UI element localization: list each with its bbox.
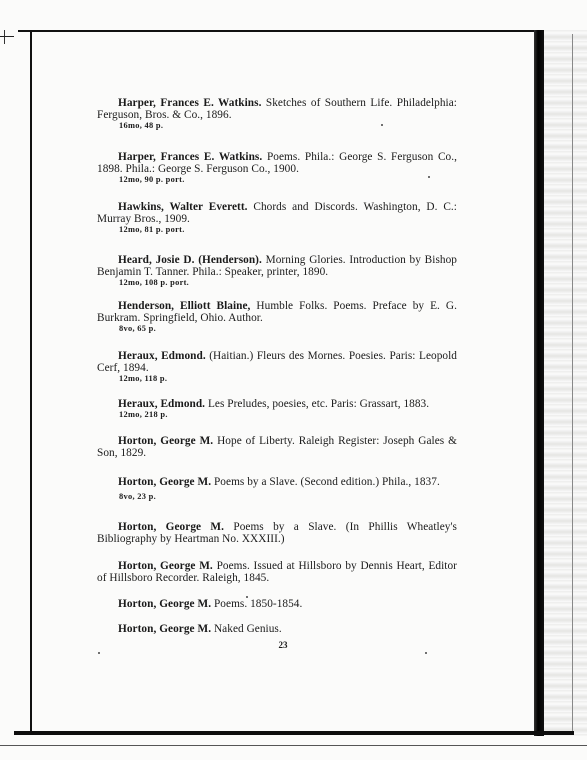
entry-format: 16mo, 48 p. [119, 121, 164, 130]
entry-details: Poems by a Slave. (In Phillis Wheatley's Bibliography by Heartman No. XXXIII.) [97, 521, 457, 545]
entry-format: 12mo, 90 p. port. [119, 175, 185, 184]
entry-text [97, 201, 457, 225]
bibliography-entry [97, 350, 457, 384]
bibliography-entry [97, 254, 457, 288]
entry-format: 12mo, 81 p. port. [119, 225, 185, 234]
bibliography-entry [97, 560, 457, 584]
frame-left-border [30, 30, 32, 735]
bibliography-entry [97, 398, 457, 420]
bibliography-entry [97, 435, 457, 459]
frame-right-edge-noise [544, 30, 587, 736]
bibliography-entry [97, 476, 457, 502]
entry-text [97, 435, 457, 459]
scan-speck [425, 652, 427, 654]
entry-format: 8vo, 23 p. [119, 492, 156, 501]
entry-text [97, 598, 457, 610]
frame-left-tick [0, 36, 14, 37]
entry-format: 12mo, 218 p. [119, 410, 168, 419]
entry-author: Horton, George M. [118, 623, 212, 635]
entry-author: Horton, George M. [118, 598, 212, 610]
frame-top-border [18, 30, 543, 32]
entry-author: Heraux, Edmond. [118, 398, 206, 410]
page-number: 23 [278, 640, 288, 650]
bibliography-entry [97, 521, 457, 545]
entry-format: 12mo, 108 p. port. [119, 278, 190, 287]
entry-author: Horton, George M. [118, 476, 212, 488]
entry-format: 8vo, 65 p. [119, 324, 156, 333]
entry-text [97, 476, 457, 488]
entry-text [97, 300, 457, 324]
bibliography-entry [97, 623, 457, 635]
entry-details: Poems. Phila.: George S. Ferguson Co., 1898. Phila.: George S. Ferguson Co., 1900. [97, 151, 458, 175]
bibliography-entry [97, 151, 457, 185]
frame-right-edge-line [572, 34, 573, 734]
entry-text [97, 623, 457, 635]
scan-speck [98, 652, 100, 654]
entry-details: Poems. Issued at Hillsboro by Dennis Heart, Editor of Hillsboro Recorder. Raleigh, 1845. [97, 560, 457, 584]
entry-author: Horton, George M. [118, 435, 214, 447]
entry-author: Henderson, Elliott Blaine, [118, 300, 251, 312]
entry-text [97, 398, 457, 410]
scan-speck [246, 596, 248, 598]
bibliography-entry [97, 300, 457, 334]
entry-details: Poems by a Slave. (Second edition.) Phila., 1837. [213, 476, 440, 488]
entry-text [97, 350, 457, 374]
entry-format: 12mo, 118 p. [119, 374, 168, 383]
frame-bottom-edge-line [0, 745, 587, 746]
scan-speck [428, 176, 430, 178]
entry-text [97, 560, 457, 584]
bibliography-entry [97, 201, 457, 235]
entry-text [97, 521, 457, 545]
entry-details: Naked Genius. [213, 623, 282, 635]
frame-right-border [534, 30, 544, 736]
entry-author: Harper, Frances E. Watkins. [118, 97, 262, 109]
entry-text [97, 97, 457, 121]
scan-speck [381, 124, 383, 126]
entry-details: Les Preludes, poesies, etc. Paris: Grassart, 1883. [207, 398, 430, 410]
entry-author: Hawkins, Walter Everett. [118, 201, 248, 213]
entry-details: Sketches of Southern Life. Philadelphia: Ferguson, Bros. & Co., 1896. [97, 97, 457, 121]
bibliography-entry [97, 97, 457, 131]
frame-left-edge-mark [4, 30, 5, 44]
entry-details: Morning Glories. Introduction by Bishop Benjamin T. Tanner. Phila.: Speaker, printer, 1890. [97, 254, 457, 278]
entry-details: Chords and Discords. Washington, D. C.: Murray Bros., 1909. [97, 201, 457, 225]
entry-author: Heard, Josie D. (Henderson). [118, 254, 262, 266]
entry-author: Harper, Frances E. Watkins. [118, 151, 263, 163]
entry-details: Poems. 1850-1854. [213, 598, 303, 610]
entry-details: (Haitian.) Fleurs des Mornes. Poesies. Paris: Leopold Cerf, 1894. [97, 350, 457, 374]
entry-text [97, 151, 457, 175]
bibliography-entry [97, 598, 457, 610]
entry-details: Hope of Liberty. Raleigh Register: Joseph Gales & Son, 1829. [97, 435, 458, 459]
frame-bottom-border [14, 731, 574, 735]
entry-author: Heraux, Edmond. [118, 350, 206, 362]
entry-details: Humble Folks. Poems. Preface by E. G. Burkram. Springfield, Ohio. Author. [97, 300, 458, 324]
entry-author: Horton, George M. [118, 521, 225, 533]
entry-text [97, 254, 457, 278]
entry-author: Horton, George M. [118, 560, 213, 572]
